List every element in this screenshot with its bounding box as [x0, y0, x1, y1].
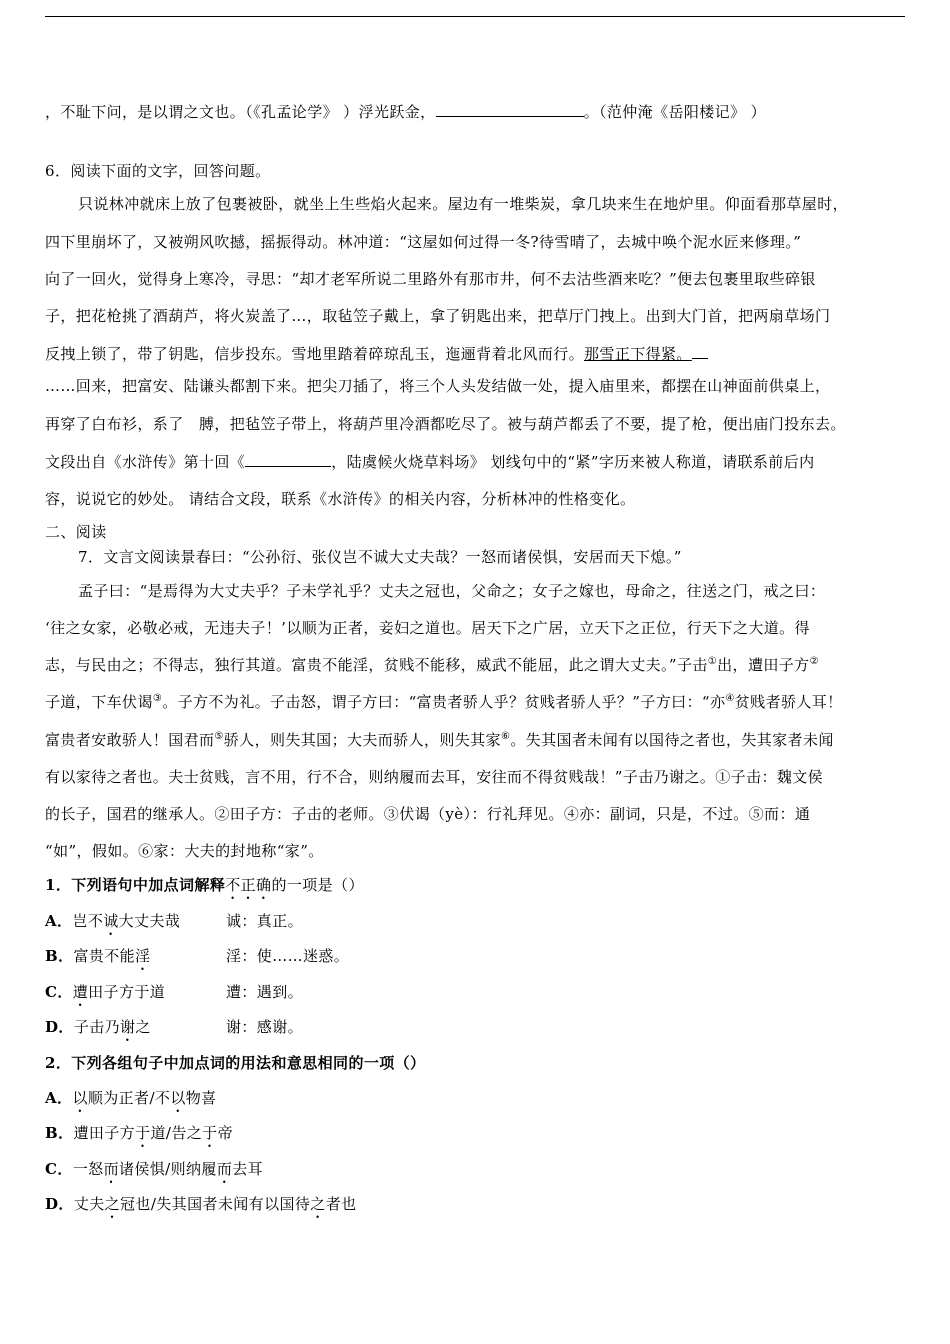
passage-text: 子道，下车伏谒	[45, 693, 153, 711]
stem-text: 的一项是（）	[271, 876, 364, 894]
passage-line: 只说林冲就床上放了包裹被卧，就坐上生些焰火起来。屋边有一堆柴炭，拿几块来生在地炉里。仰面看那草屋时，	[78, 195, 849, 213]
note-marker: ⑥	[500, 731, 511, 742]
option-text: 子击乃	[73, 1018, 121, 1036]
option-text: 大丈夫哉	[118, 912, 181, 930]
q2-option-d[interactable]	[45, 1193, 915, 1222]
q2-option-b[interactable]	[45, 1122, 915, 1151]
classical-passage-line	[45, 729, 915, 751]
option-letter: B．	[45, 1124, 74, 1142]
passage-line	[45, 343, 915, 365]
fill-in-text-1: ，不耻下问，是以谓之文也。（《孔孟论学》 ）浮光跃金，	[45, 103, 436, 121]
header-rule	[45, 16, 905, 17]
footnote-line: “如”，假如。⑥家：大夫的封地称“家”。	[45, 842, 324, 860]
option-text: 者也	[325, 1195, 357, 1213]
classical-passage-line: 有以家待之者也。夫士贫贱，言不用，行不合，则纳履而去耳，安往而不得贫贱哉！”子击乃谢之。①子击：魏文侯	[45, 768, 824, 786]
option-text: 帝	[217, 1124, 233, 1142]
option-text: 去耳	[232, 1160, 264, 1178]
section-heading: 二、阅读	[45, 523, 107, 541]
option-text: 诸侯惧/则纳履	[118, 1160, 217, 1178]
option-letter: A．	[45, 1089, 73, 1107]
question-1-stem	[45, 874, 915, 903]
dotted-word: 于	[135, 1124, 151, 1142]
dotted-word: 诚	[103, 912, 119, 930]
note-marker: ①	[707, 656, 718, 667]
option-text: 物喜	[185, 1089, 217, 1107]
question-7-title: 7．文言文阅读景春曰：“公孙衍、张仪岂不诚大丈夫哉？一怒而诸侯惧，安居而天下熄。”	[78, 548, 682, 566]
prompt-text-a: 文段出自《水浒传》第十回《	[45, 453, 246, 471]
passage-text: 贫贱者骄人耳！	[734, 693, 843, 711]
emphasized-word: 不正确	[225, 876, 272, 894]
fill-in-text-2: 。（范仲淹《岳阳楼记》 ）	[583, 103, 767, 121]
classical-passage-line	[45, 654, 915, 676]
option-letter: D．	[45, 1195, 74, 1213]
q1-option-a[interactable]	[45, 910, 915, 939]
answer-blank[interactable]	[436, 102, 584, 117]
option-text: 富贵不能	[73, 947, 136, 965]
question-6-heading: 6．阅读下面的文字，回答问题。	[45, 162, 271, 180]
passage-text: 出，遭田子方	[717, 656, 810, 674]
classical-passage-line	[45, 691, 915, 713]
dotted-word: 之	[310, 1195, 326, 1213]
passage-line: 向了一回火，觉得身上寒冷，寻思：“却才老军所说二里路外有那市井，何不去沽些酒来吃？”便去包裹里取些碎银	[45, 270, 816, 288]
dotted-word: 以	[170, 1089, 186, 1107]
question-6-prompt: 容，说说它的妙处。 请结合文段，联系《水浒传》的相关内容，分析林冲的性格变化。	[45, 490, 636, 508]
underline-tail	[692, 358, 708, 359]
note-marker: ②	[809, 656, 819, 667]
option-text: 岂不	[72, 912, 104, 930]
option-gloss: 淫：使……迷惑。	[226, 947, 350, 965]
passage-line: 再穿了白布衫，系了 膊，把毡笠子带上，将葫芦里冷酒都吃尽了。被与葫芦都丢了不要，提了枪，便出庙门投东去。	[45, 415, 846, 433]
chapter-answer-blank[interactable]	[245, 452, 331, 467]
option-letter: A．	[45, 912, 73, 930]
option-text: 遭田子方	[73, 1124, 136, 1142]
option-text: 丈夫	[73, 1195, 105, 1213]
option-gloss: 谢：感谢。	[226, 1018, 304, 1036]
dotted-word: 而	[216, 1160, 233, 1178]
option-text: 顺为正者/不	[87, 1089, 171, 1107]
passage-text: 志，与民由之；不得志，独行其道。富贵不能淫，贫贱不能移，威武不能屈，此之谓大丈夫。”子击	[45, 656, 708, 674]
option-letter: C．	[45, 1160, 73, 1178]
note-marker: ④	[725, 693, 735, 704]
footnote-line: 的长子，国君的继承人。②田子方：子击的老师。③伏谒（yè）：行礼拜见。④亦：副词，只是，不过。⑤而：通	[45, 805, 811, 823]
stem-text: 2．下列各组句子中加点词的用法和意思相同的一项（）	[45, 1054, 426, 1072]
prompt-text-b: ，陆虞候火烧草料场》 划线句中的“紧”字历来被人称道，请联系前后内	[331, 453, 815, 471]
option-text: 之	[135, 1018, 151, 1036]
dotted-word: 以	[72, 1089, 88, 1107]
option-text: 道/告之	[150, 1124, 203, 1142]
passage-text: 反拽上锁了，带了钥匙，信步投东。雪地里踏着碎琼乱玉，迤逦背着北风而行。	[45, 345, 585, 363]
passage-text: 。子方不为礼。子击怒，谓子方曰：“富贵者骄人乎？贫贱者骄人乎？”子方曰：“亦	[162, 693, 726, 711]
note-marker: ③	[152, 693, 163, 704]
passage-line: ……回来，把富安、陆谦头都割下来。把尖刀插了，将三个人头发结做一处，提入庙里来，都摆在山神面前供桌上，	[45, 377, 831, 395]
dotted-word: 谢	[120, 1018, 136, 1036]
passage-line: 四下里崩坏了，又被朔风吹撼，摇振得动。林冲道：“这屋如何过得一冬?待雪晴了，去城中唤个泥水匠来修理。”	[45, 233, 802, 251]
q2-option-a[interactable]	[45, 1087, 915, 1116]
dotted-word: 遭	[72, 983, 89, 1001]
question-2-stem	[45, 1052, 915, 1074]
option-letter: B．	[45, 947, 74, 965]
option-gloss: 遭：遇到。	[226, 983, 304, 1001]
passage-text: 。失其国者未闻有以国待之者也，失其家者未闻	[510, 731, 834, 749]
classical-passage-line: 孟子曰：“是焉得为大丈夫乎？子未学礼乎？丈夫之冠也，父命之；女子之嫁也，母命之，往送之门，戒之曰：	[78, 582, 826, 600]
q1-option-b[interactable]	[45, 945, 915, 974]
underlined-sentence: 那雪正下得紧。	[584, 345, 692, 363]
dotted-word: 淫	[135, 947, 151, 965]
option-letter: C．	[45, 983, 73, 1001]
option-gloss: 诚：真正。	[226, 912, 304, 930]
passage-text: 富贵者安敢骄人！国君而	[45, 731, 215, 749]
option-text: 冠也/失其国者未闻有以国待	[120, 1195, 311, 1213]
q1-option-c[interactable]	[45, 981, 915, 1010]
question-6-prompt	[45, 451, 915, 473]
fill-in-line	[45, 101, 915, 123]
q2-option-c[interactable]	[45, 1158, 915, 1187]
option-text: 田子方于道	[88, 983, 166, 1001]
option-text: 一怒	[72, 1160, 104, 1178]
option-letter: D．	[45, 1018, 74, 1036]
dotted-word: 之	[104, 1195, 121, 1213]
passage-line: 子，把花枪挑了酒葫芦，将火炭盖了…，取毡笠子戴上，拿了钥匙出来，把草厅门拽上。出到大门首，把两扇草场门	[45, 307, 831, 325]
classical-passage-line: ‘往之女家，必敬必戒，无违夫子！’以顺为正者，妾妇之道也。居天下之广居，立天下之正位，行天下之大道。得	[45, 619, 810, 637]
passage-text: 骄人，则失其国；大夫而骄人，则失其家	[223, 731, 501, 749]
stem-text: 1．下列语句中加点词解释	[45, 876, 226, 894]
dotted-word: 而	[103, 1160, 119, 1178]
q1-option-d[interactable]	[45, 1016, 915, 1045]
note-marker: ⑤	[214, 731, 224, 742]
dotted-word: 于	[202, 1124, 218, 1142]
